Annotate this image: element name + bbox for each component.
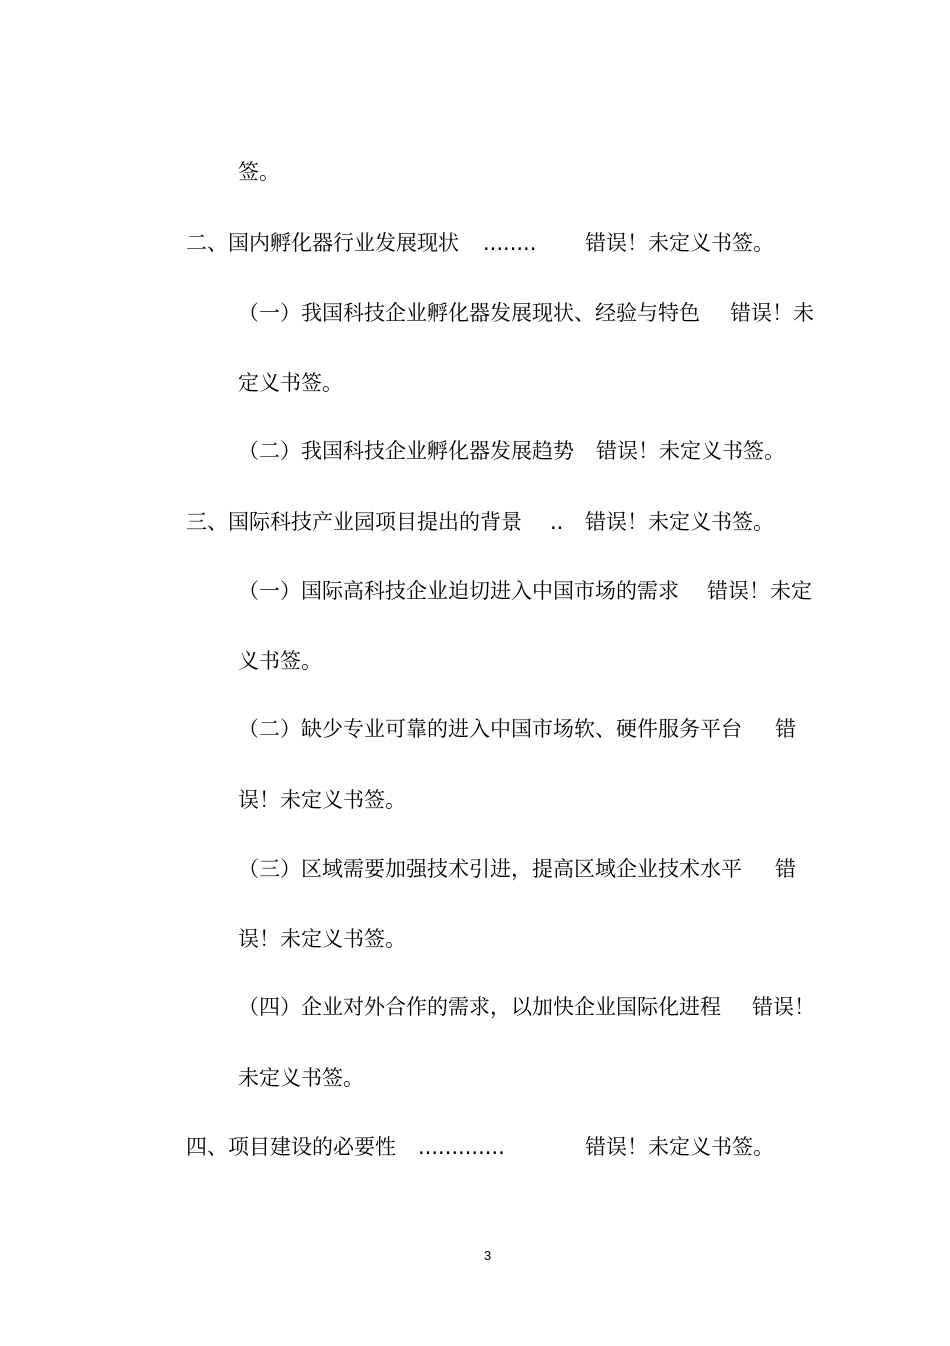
toc-leader-dots: ........ bbox=[483, 231, 537, 255]
toc-error-text: 错误！未定 bbox=[707, 579, 812, 603]
toc-line-continuation: 签。 bbox=[238, 160, 280, 184]
toc-entry-3-2: （二）缺少专业可靠的进入中国市场软、硬件服务平台 bbox=[238, 717, 742, 741]
toc-entry-3-1: （一）国际高科技企业迫切进入中国市场的需求 bbox=[238, 579, 679, 603]
toc-entry-3-3: （三）区域需要加强技术引进，提高区域企业技术水平 bbox=[238, 857, 742, 881]
toc-line-continuation: 义书签。 bbox=[238, 649, 322, 673]
toc-line-continuation: 误！未定义书签。 bbox=[238, 788, 406, 812]
toc-line-continuation: 未定义书签。 bbox=[238, 1066, 364, 1090]
toc-error-text: 错误！未定义书签。 bbox=[585, 510, 774, 534]
toc-error-text: 错误！未定义书签。 bbox=[596, 439, 785, 463]
toc-entry-section-2: 二、国内孵化器行业发展现状 bbox=[186, 231, 459, 255]
toc-entry-3-4: （四）企业对外合作的需求，以加快企业国际化进程 bbox=[238, 995, 721, 1019]
toc-line-continuation: 定义书签。 bbox=[238, 371, 343, 395]
toc-line-continuation: 误！未定义书签。 bbox=[238, 927, 406, 951]
toc-entry-2-2: （二）我国科技企业孵化器发展趋势 bbox=[238, 439, 574, 463]
toc-entry-2-1: （一）我国科技企业孵化器发展现状、经验与特色 bbox=[238, 301, 700, 325]
toc-error-text: 错 bbox=[775, 857, 796, 881]
toc-entry-section-4: 四、项目建设的必要性 bbox=[186, 1135, 396, 1159]
toc-leader-dots: .. bbox=[550, 510, 564, 534]
toc-error-text: 错 bbox=[775, 717, 796, 741]
toc-error-text: 错误！ bbox=[752, 995, 815, 1019]
page-number: 3 bbox=[484, 1248, 492, 1263]
toc-error-text: 错误！未定义书签。 bbox=[585, 231, 774, 255]
toc-leader-dots: ............. bbox=[418, 1135, 505, 1159]
toc-error-text: 错误！未定义书签。 bbox=[585, 1135, 774, 1159]
toc-error-text: 错误！未 bbox=[730, 301, 814, 325]
toc-entry-section-3: 三、国际科技产业园项目提出的背景 bbox=[186, 510, 522, 534]
